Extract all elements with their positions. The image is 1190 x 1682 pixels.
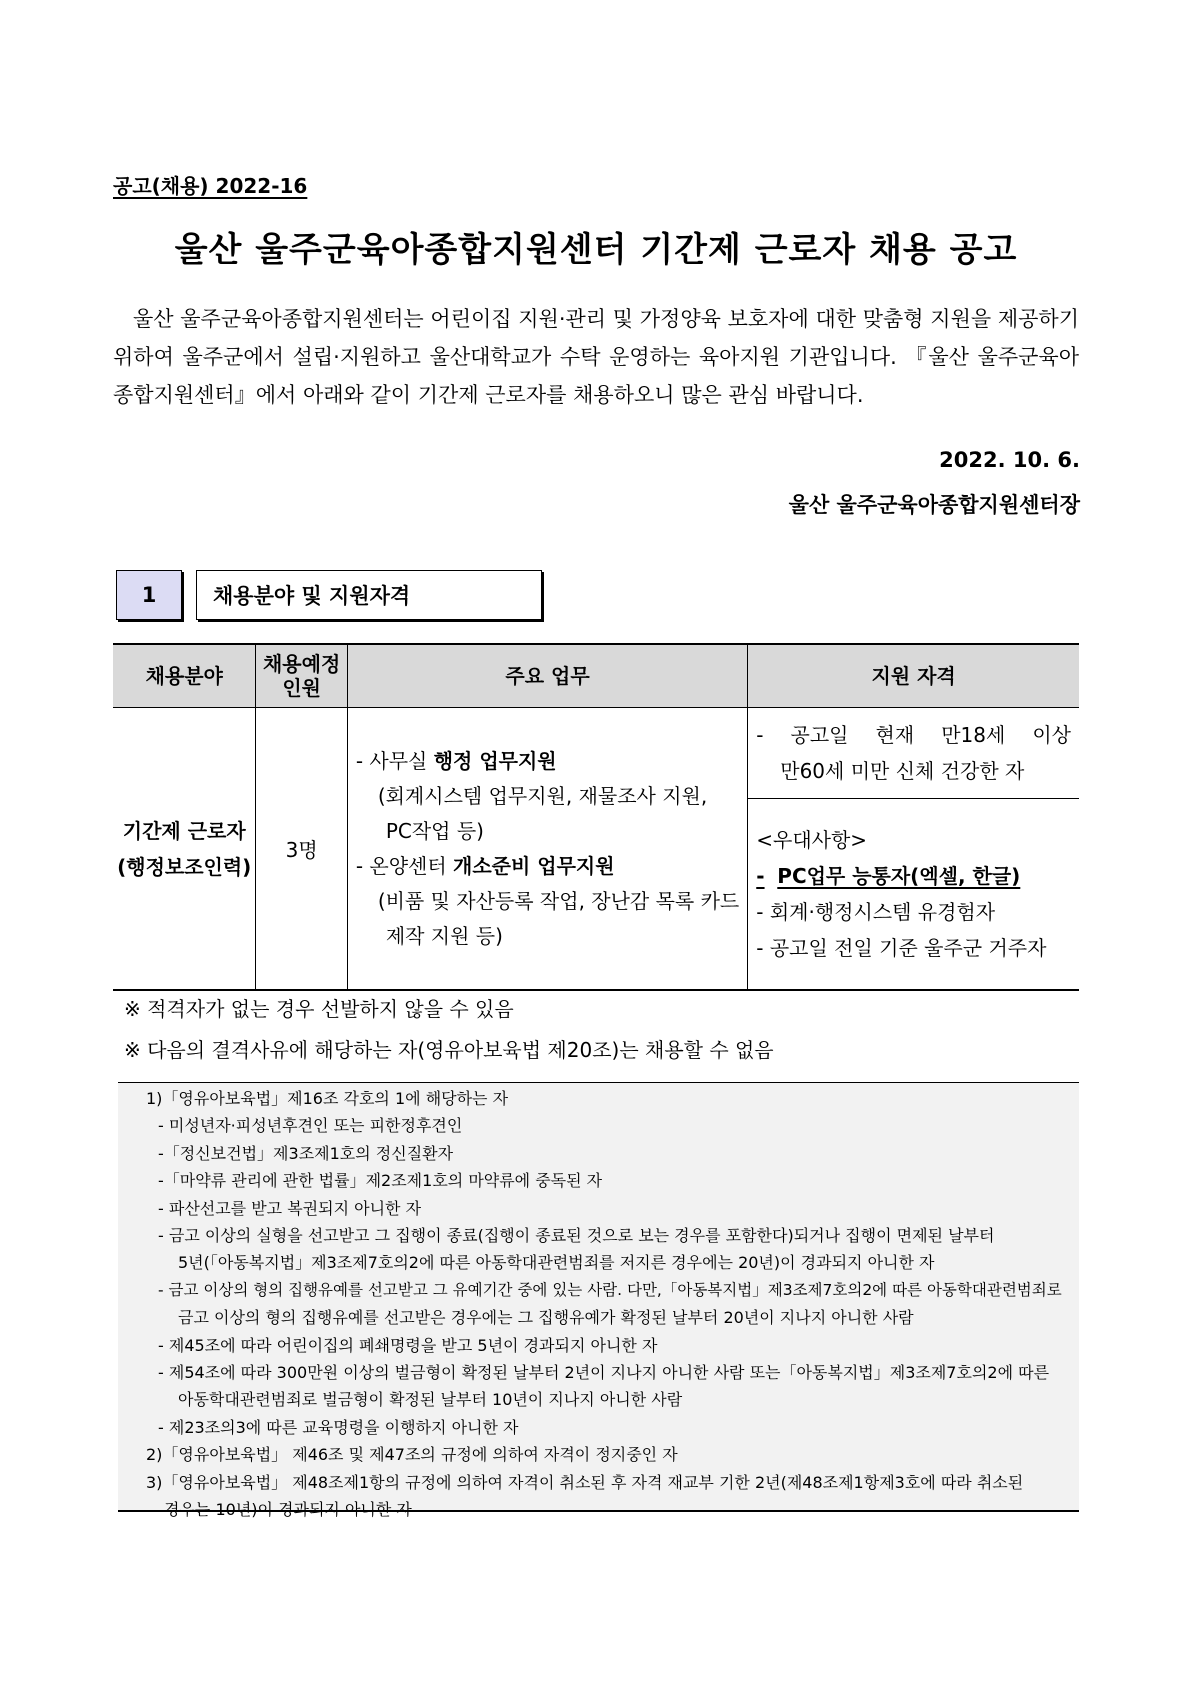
qual-word-4: 이상 — [1032, 723, 1071, 747]
disq-item: - 제54조에 따라 300만원 이상의 벌금형이 확정된 날부터 2년이 지나지 아니한 사람 또는「아동복지법」제3조제7호의2에 따른 — [158, 1363, 1050, 1383]
disq-item: - 제23조의3에 따른 교육명령을 이행하지 아니한 자 — [158, 1417, 519, 1437]
field-line2: (행정보조인력) — [117, 854, 252, 879]
duty-2-prefix: - 온양센터 — [355, 853, 454, 878]
disqualification-box — [118, 1082, 1079, 1520]
duty-1-prefix: - 사무실 — [355, 748, 434, 773]
header-count-line1: 채용예정 — [262, 652, 341, 676]
pref-1-text: PC업무 능통자(엑셀, 한글) — [777, 864, 1021, 888]
intro-paragraph — [113, 300, 1079, 414]
section-number: 1 — [116, 570, 182, 620]
notice-number: 공고(채용) 2022-16 — [113, 174, 308, 198]
cell-count: 3명 — [256, 708, 347, 991]
qual-line2: 만60세 미만 신체 건강한 자 — [780, 759, 1025, 783]
disq-item: 금고 이상의 형의 집행유예를 선고받은 경우에는 그 집행유예가 확정된 날부터 20년이 지나지 아니한 사람 — [178, 1308, 914, 1328]
disq-item: 1)「영유아보육법」제16조 각호의 1에 해당하는 자 — [146, 1089, 509, 1108]
disq-item: 경우는 10년)이 경과되지 아니한 자 — [164, 1500, 412, 1520]
issuer-name: 울산 울주군육아종합지원센터장 — [788, 493, 1080, 517]
qual-word-1: 공고일 — [790, 723, 849, 747]
disq-item: - 미성년자·피성년후견인 또는 피한정후견인 — [158, 1116, 463, 1136]
disq-item: 아동학대관련범죄로 벌금형이 확정된 날부터 10년이 지나지 아니한 사람 — [178, 1390, 683, 1410]
header-duties: 주요 업무 — [347, 644, 747, 708]
pref-2: - 회계·행정시스템 유경험자 — [756, 900, 996, 924]
duty-2-bold: 개소준비 업무지원 — [453, 853, 615, 878]
disq-item: - 파산선고를 받고 복권되지 아니한 자 — [158, 1198, 422, 1218]
cell-field — [113, 708, 256, 991]
table-header-row — [113, 644, 1079, 708]
disq-item: 5년(「아동복지법」제3조제7호의2에 따른 아동학대관련범죄를 저지른 경우에는 20년)이 경과되지 아니한 자 — [178, 1253, 935, 1273]
disq-item: - 제45조에 따라 어린이집의 폐쇄명령을 받고 5년이 경과되지 아니한 자 — [158, 1335, 658, 1355]
header-qualifications: 지원 자격 — [748, 644, 1079, 708]
qual-dash: - — [756, 723, 764, 747]
page-title: 울산 울주군육아종합지원센터 기간제 근로자 채용 공고 — [174, 230, 1018, 270]
cell-preferences — [748, 799, 1079, 991]
disq-item: 2)「영유아보육법」 제46조 및 제47조의 규정에 의하여 자격이 정지중인 자 — [146, 1445, 678, 1465]
qual-line1 — [756, 717, 1071, 753]
pref-1 — [756, 858, 1071, 894]
cell-qualification — [748, 708, 1079, 799]
disq-item: - 금고 이상의 형의 집행유예를 선고받고 그 유예기간 중에 있는 사람. 다만,「아동복지법」제3조제7호의2에 따른 아동학대관련범죄로 — [158, 1280, 1062, 1299]
recruitment-table — [113, 643, 1079, 991]
intro-text: 울산 울주군육아종합지원센터는 어린이집 지원·관리 및 가정양육 보호자에 대한 맞춤형 지원을 제공하기 위하여 울주군에서 설립·지원하고 울산대학교가 수탁 운영하는 육아지원 기관입니다. 『울산 울주군육아종합지원센터』에서 아래와 같이 기간제 근로자를 채용하오니 많은 관심 바랍니다. — [113, 307, 1079, 407]
disq-item: 3)「영유아보육법」 제48조제1항의 규정에 의하여 자격이 취소된 후 자격 재교부 기한 2년(제48조제1항제3호에 따라 취소된 — [146, 1472, 1024, 1492]
header-count — [256, 644, 347, 708]
duty-1-bold: 행정 업무지원 — [433, 748, 557, 773]
note-1: ※ 적격자가 없는 경우 선발하지 않을 수 있음 — [124, 997, 514, 1021]
pref-1-dash: - — [756, 864, 765, 888]
disq-item: -「정신보건법」제3조제1호의 정신질환자 — [158, 1143, 454, 1163]
notice-date: 2022. 10. 6. — [939, 448, 1080, 472]
header-field: 채용분야 — [113, 644, 256, 708]
duty-2-sub1: (비품 및 자산등록 작업, 장난감 목록 카드 — [377, 888, 740, 913]
disq-item: - 금고 이상의 실형을 선고받고 그 집행이 종료(집행이 종료된 것으로 보는 경우를 포함한다)되거나 집행이 면제된 날부터 — [158, 1226, 995, 1246]
header-count-line2: 인원 — [282, 676, 321, 700]
duty-1 — [356, 744, 739, 779]
duty-1-sub1: (회계시스템 업무지원, 재물조사 지원, — [377, 783, 708, 808]
qual-word-3: 만18세 — [941, 723, 1006, 747]
cell-duties — [347, 708, 747, 991]
field-line1: 기간제 근로자 — [122, 818, 246, 843]
qual-word-2: 현재 — [875, 723, 915, 747]
table-row — [113, 708, 1079, 799]
duty-1-sub2: PC작업 등) — [385, 818, 484, 843]
pref-title: <우대사항> — [756, 828, 868, 852]
section-title: 채용분야 및 지원자격 — [196, 570, 542, 620]
note-2: ※ 다음의 결격사유에 해당하는 자(영유아보육법 제20조)는 채용할 수 없음 — [124, 1038, 774, 1062]
duty-2 — [356, 849, 739, 884]
pref-3: - 공고일 전일 기준 울주군 거주자 — [756, 936, 1047, 960]
disq-item: -「마약류 관리에 관한 법률」제2조제1호의 마약류에 중독된 자 — [158, 1171, 603, 1191]
duty-2-sub2: 제작 지원 등) — [385, 923, 503, 948]
